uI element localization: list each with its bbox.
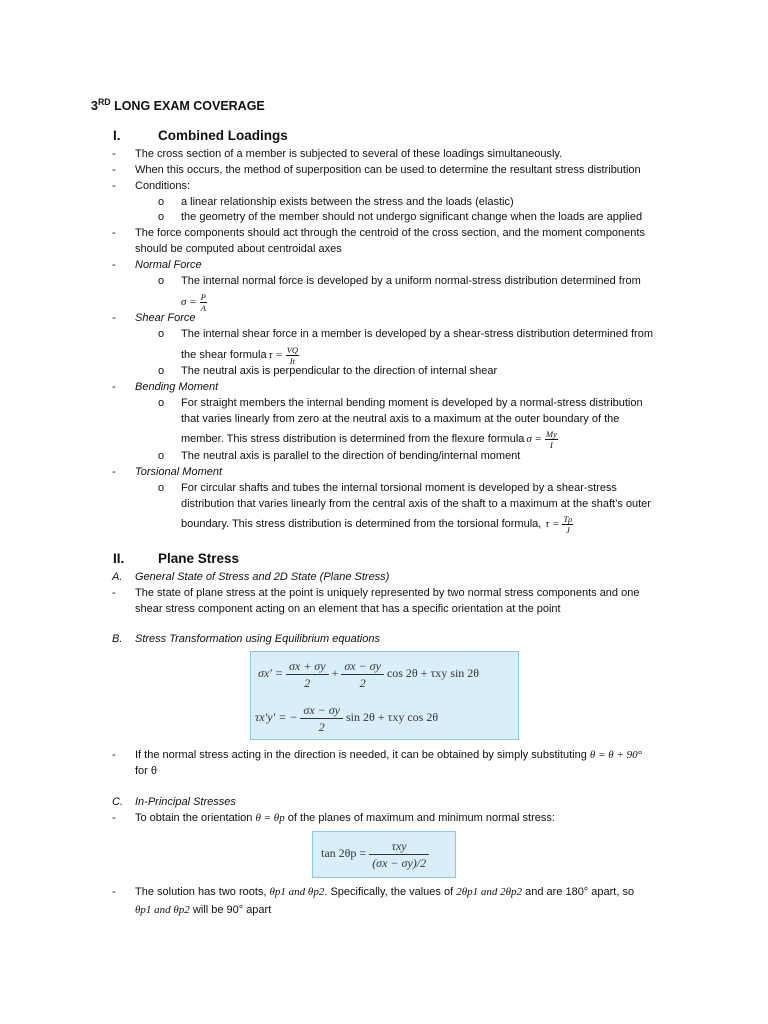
text-line: If the normal stress acting in the direction is needed, it can be obtained by simply substituting θ = θ + 90° [135,749,642,761]
bullet-circle: o [158,482,165,494]
bullet-dash: - [112,812,116,824]
bullet-circle: o [158,365,165,377]
subsection-c-title: In-Principal Stresses [135,796,236,808]
bullet-dash: - [112,312,116,324]
bullet-dash: - [112,180,116,192]
section-1-title: Combined Loadings [158,128,288,143]
text-line: a linear relationship exists between the stress and the loads (elastic) [181,196,514,208]
bullet-circle: o [158,450,165,462]
text-line: For circular shafts and tubes the internal torsional moment is developed by a shear-stress [181,482,617,494]
bending-moment-label: Bending Moment [135,381,219,393]
text-line: The force components should act through the centroid of the cross section, and the moment components [135,227,645,239]
text-line: The state of plane stress at the point is uniquely represented by two normal stress components and one [135,587,640,599]
bullet-dash: - [112,749,116,761]
bullet-circle: o [158,328,165,340]
text-line: When this occurs, the method of superposition can be used to determine the resultant stress distribution [135,164,641,176]
normal-force-label: Normal Force [135,259,202,271]
bullet-dash: - [112,164,116,176]
torsional-moment-label: Torsional Moment [135,466,223,478]
section-2-number: II. [113,551,125,566]
shear-formula-line: the shear formula τ = $\frac{VQ}{It}$ [181,344,299,366]
bullet-dash: - [112,148,116,160]
bullet-dash: - [112,259,116,271]
text-line: To obtain the orientation θ = θp of the planes of maximum and minimum normal stress: [135,812,555,824]
text-line: that varies linearly from zero at the neutral axis to a maximum at the outer boundary of the [181,413,620,425]
text-line: The solution has two roots, θp1 and θp2. Specifically, the values of 2θp1 and 2θp2 and are 180° apart, so [135,886,635,898]
principal-angle-equation: tan 2θp = τxy (σx − σy)/2 [321,836,429,871]
normal-stress-formula: σ = $\frac{P}{A}$ [181,291,206,313]
text-line: The neutral axis is perpendicular to the direction of internal shear [181,365,498,377]
section-1-number: I. [113,128,121,143]
text-line: for θ [135,765,158,777]
bullet-dash: - [112,886,116,898]
text-line: the geometry of the member should not undergo significant change when the loads are applied [181,211,643,223]
torsion-formula-line: boundary. This stress distribution is determined from the torsional formula, τ = $\frac{T\rho}{J}$ [181,513,573,535]
subsection-a-letter: A. [112,571,123,583]
bullet-circle: o [158,211,165,223]
bullet-circle: o [158,275,165,287]
bullet-dash: - [112,381,116,393]
section-2-title: Plane Stress [158,551,240,566]
document-title: 3RD LONG EXAM COVERAGE [91,97,265,114]
subsection-b-title: Stress Transformation using Equilibrium equations [135,633,380,645]
text-line: distribution that varies linearly from the central axis of the shaft to a maximum at the shaft’s outer [181,498,651,510]
bullet-circle: o [158,196,165,208]
text-line: The internal normal force is developed by a uniform normal-stress distribution determined from [181,275,641,287]
text-line: For straight members the internal bending moment is developed by a normal-stress distribution [181,397,643,409]
normal-stress-transformation-equation: σx′ = $\frac{\sigma x + \sigma y}{2}$ + $\frac{\sigma x - \sigma y}{2}$ cos 2θ + τxy sin 2θ [258,658,480,690]
text-line: should be computed about centroidal axes [135,243,342,255]
bullet-dash: - [112,587,116,599]
bullet-circle: o [158,397,165,409]
text-line: shear stress component acting on an element that has a specific orientation at the point [135,603,561,615]
text-line: The cross section of a member is subjected to several of these loadings simultaneously. [135,148,563,160]
text-line: The internal shear force in a member is developed by a shear-stress distribution determined from [181,328,654,340]
subsection-b-letter: B. [112,633,123,645]
subsection-c-letter: C. [112,796,123,808]
subsection-a-title: General State of Stress and 2D State (Plane Stress) [135,571,390,583]
bullet-dash: - [112,466,116,478]
text-line: The neutral axis is parallel to the direction of bending/internal moment [181,450,521,462]
shear-stress-transformation-equation: τx′y′ = − $\frac{\sigma x - \sigma y}{2}$ sin 2θ + τxy cos 2θ [255,702,439,734]
flexure-formula-line: member. This stress distribution is determined from the flexure formula σ = $\frac{My}{I}$ [181,428,557,450]
bullet-dash: - [112,227,116,239]
text-line: Conditions: [135,180,191,192]
text-line: θp1 and θp2 will be 90° apart [135,904,272,916]
shear-force-label: Shear Force [135,312,196,324]
